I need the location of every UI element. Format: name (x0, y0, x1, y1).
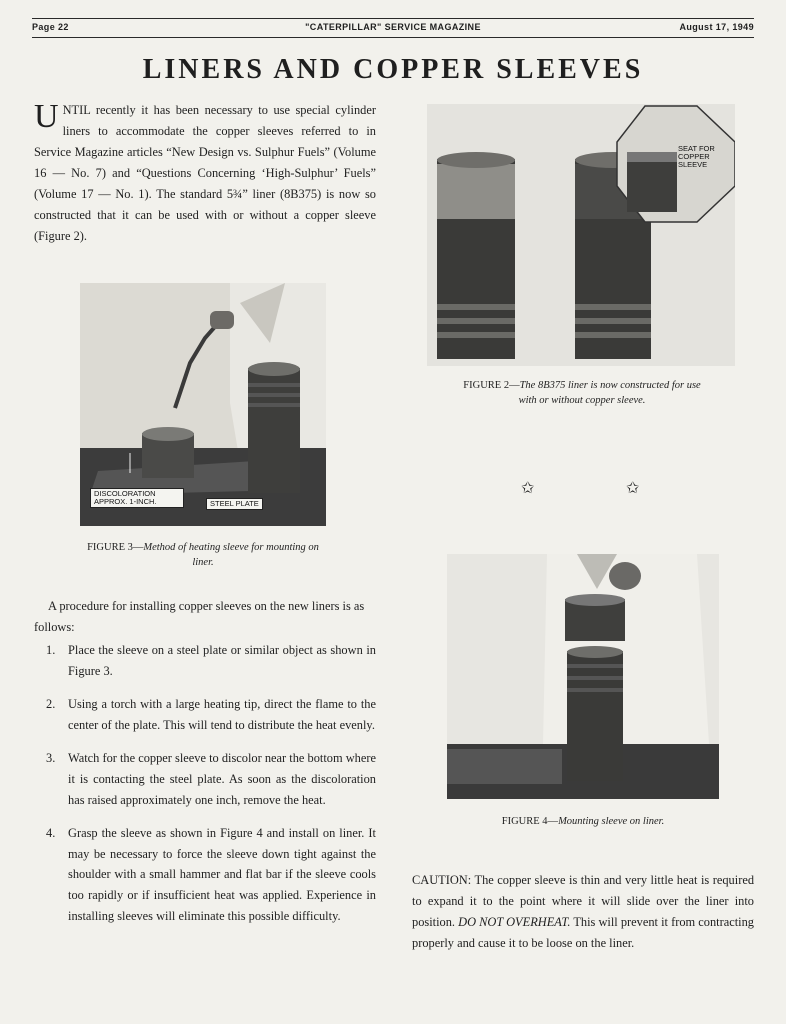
article-title: LINERS AND COPPER SLEEVES (142, 54, 644, 85)
page-header (32, 18, 754, 38)
intro-text: NTIL recently it has been necessary to use special cylinder liners to accommodate the copper sleeves referred to in Service Magazine articles “New Design vs. Sulphur Fuels” (Volume 16 — No. 7) and “Questions Concerning ‘High-Sulphur’ Fuels” (Volume 17 — No. 1). The standard 5¾” liner (8B375) is now so constructed that it can be used with or without a copper sleeve (Figure 2). (34, 103, 376, 243)
page-number: Page 22 (32, 22, 69, 32)
figure-4-photo (447, 554, 719, 799)
procedure-steps (34, 640, 376, 939)
figure-3-caption: FIGURE 3—Method of heating sleeve for mounting on liner. (87, 542, 319, 568)
caution-text-b: This will prevent it from contracting properly and cause it to be loose on the liner. (412, 915, 754, 950)
caution-text-a: The copper sleeve is thin and very little heat is required to expand it to the point where it will slide over the liner into position. (412, 873, 755, 929)
caution-emphasis: DO NOT OVERHEAT. (458, 915, 571, 929)
discoloration-label: DISCOLORATION APPROX. 1-INCH. (90, 488, 184, 508)
caution-label: CAUTION: (412, 873, 472, 887)
star-icon: ✩ (626, 480, 640, 497)
intro-paragraph (34, 100, 376, 247)
drop-cap: U (34, 98, 59, 135)
figure-2-photo (427, 104, 735, 366)
procedure-intro: A procedure for installing copper sleeves on the new liners is as follows: (34, 599, 365, 634)
issue-date: August 17, 1949 (679, 22, 754, 32)
list-item: 1. Place the sleeve on a steel plate or similar object as shown in Figure 3. (46, 643, 376, 678)
caution-note (412, 870, 754, 954)
figure-4-illustration (447, 554, 719, 799)
list-item: 3. Watch for the copper sleeve to discolor near the bottom where it is contacting the steel plate. As soon as the discoloration has raised approximately one inch, remove the heat. (46, 751, 376, 807)
list-item: 4. Grasp the sleeve as shown in Figure 4 and install on liner. It may be necessary to force the sleeve down tight against the shoulder with a small hammer and flat bar if the sleeve cools too rapidly or if insufficient heat was applied. Experience in installing sleeves will eliminate this possible difficulty. (46, 826, 376, 923)
figure-2-caption: FIGURE 2—The 8B375 liner is now constructed for use with or without copper sleeve. (463, 380, 701, 406)
magazine-name: "CATERPILLAR" SERVICE MAGAZINE (305, 22, 481, 32)
seat-callout: SEAT FOR COPPER SLEEVE (678, 144, 715, 169)
steel-plate-label: STEEL PLATE (206, 498, 263, 510)
star-icon: ✩ (521, 480, 535, 497)
figure-4-caption: FIGURE 4—Mounting sleeve on liner. (501, 816, 665, 827)
figure-3-photo (80, 283, 326, 526)
list-item: 2. Using a torch with a large heating tip, direct the flame to the center of the plate. This will tend to distribute the heat evenly. (46, 697, 376, 732)
